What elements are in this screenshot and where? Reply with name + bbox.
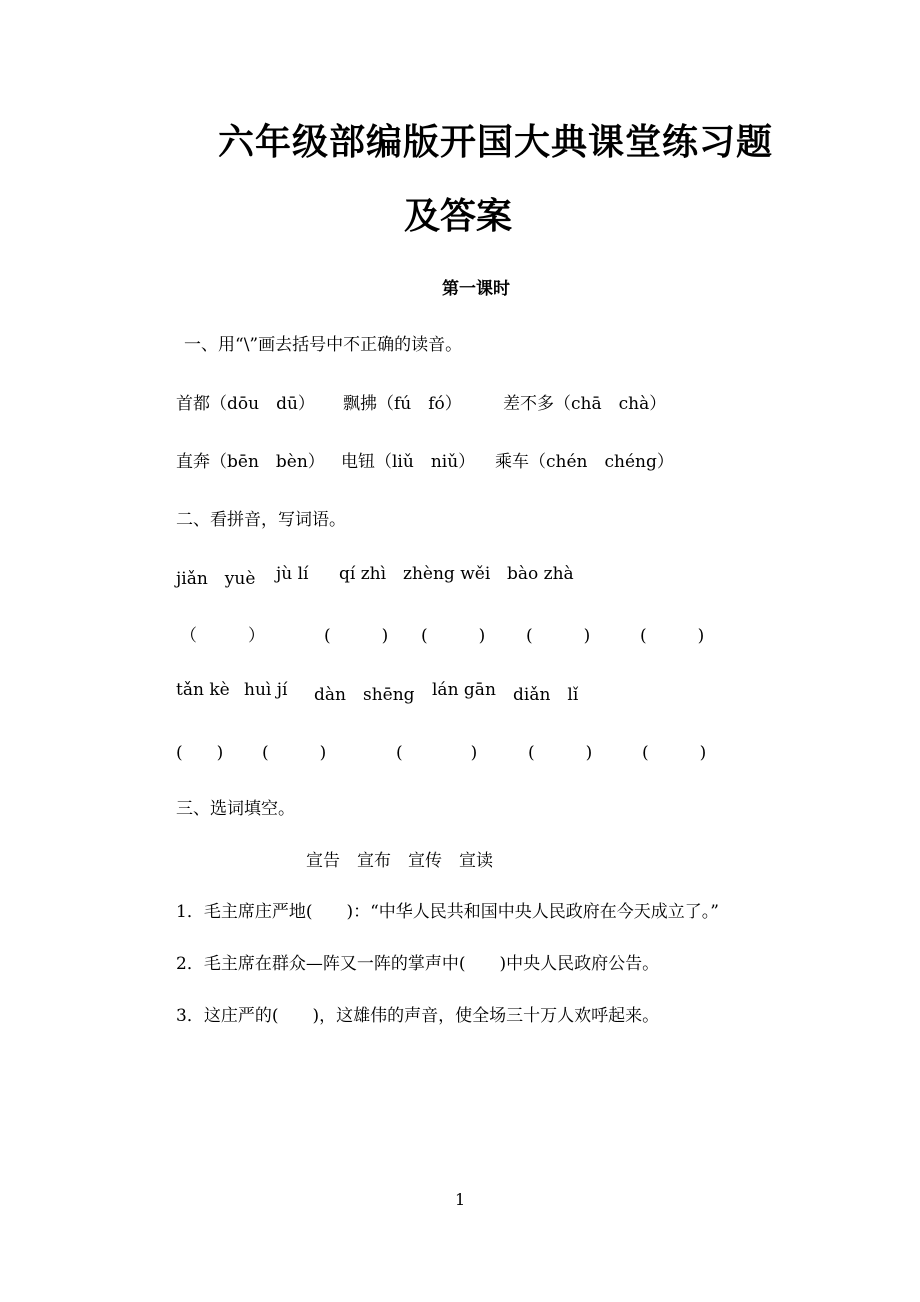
pinyin-word: zhèng wěi — [403, 564, 491, 584]
question-3: 3．这庄严的( )，这雄伟的声音，使全场三十万人欢呼起来。 — [176, 1006, 660, 1026]
answer-blank: （ ） — [180, 626, 265, 646]
answer-blank: ( ) — [528, 743, 593, 763]
answer-blank: ( ) — [526, 626, 591, 646]
pinyin-word: dàn shēng — [314, 685, 415, 705]
pinyin-word: qí zhì — [339, 564, 387, 584]
pinyin-word: jiǎn yuè — [176, 569, 256, 589]
document-title-line-1: 六年级部编版开国大典课堂练习题 — [218, 121, 774, 163]
section-2-heading: 二、看拼音，写词语。 — [176, 510, 346, 530]
pinyin-word: lán gān — [432, 680, 496, 700]
pronunciation-item: 乘车（chén chéng） — [495, 452, 674, 472]
answer-blank: ( ) — [176, 743, 224, 763]
pronunciation-item: 电钮（liǔ niǔ） — [341, 452, 476, 472]
answer-blank: ( ) — [642, 743, 707, 763]
question-1: 1．毛主席庄严地( )：“中华人民共和国中央人民政府在今天成立了。” — [176, 902, 719, 922]
page-number: 1 — [455, 1190, 466, 1209]
word-options: 宣告 宣布 宣传 宣读 — [306, 851, 493, 871]
document-title-line-2: 及答案 — [404, 195, 513, 237]
pinyin-word: huì jí — [244, 680, 288, 700]
answer-blank: ( ) — [396, 743, 478, 763]
pinyin-word: jù lí — [276, 564, 309, 584]
pronunciation-item: 直奔（bēn bèn） — [176, 452, 325, 472]
question-2: 2．毛主席在群众—阵又一阵的掌声中( )中央人民政府公告。 — [176, 954, 660, 974]
lesson-heading: 第一课时 — [442, 279, 510, 299]
answer-blank: ( ) — [262, 743, 327, 763]
pinyin-word: tǎn kè — [176, 680, 230, 700]
pinyin-word: diǎn lǐ — [513, 685, 579, 705]
section-3-heading: 三、选词填空。 — [176, 799, 295, 819]
answer-blank: ( ) — [421, 626, 486, 646]
pinyin-word: bào zhà — [507, 564, 574, 584]
pronunciation-item: 差不多（chā chà） — [503, 394, 667, 414]
pronunciation-item: 飘拂（fú fó） — [343, 394, 462, 414]
section-1-heading: 一、用“\”画去括号中不正确的读音。 — [184, 335, 463, 355]
pronunciation-item: 首都（dōu dū） — [176, 394, 315, 414]
answer-blank: ( ) — [324, 626, 389, 646]
answer-blank: ( ) — [640, 626, 705, 646]
